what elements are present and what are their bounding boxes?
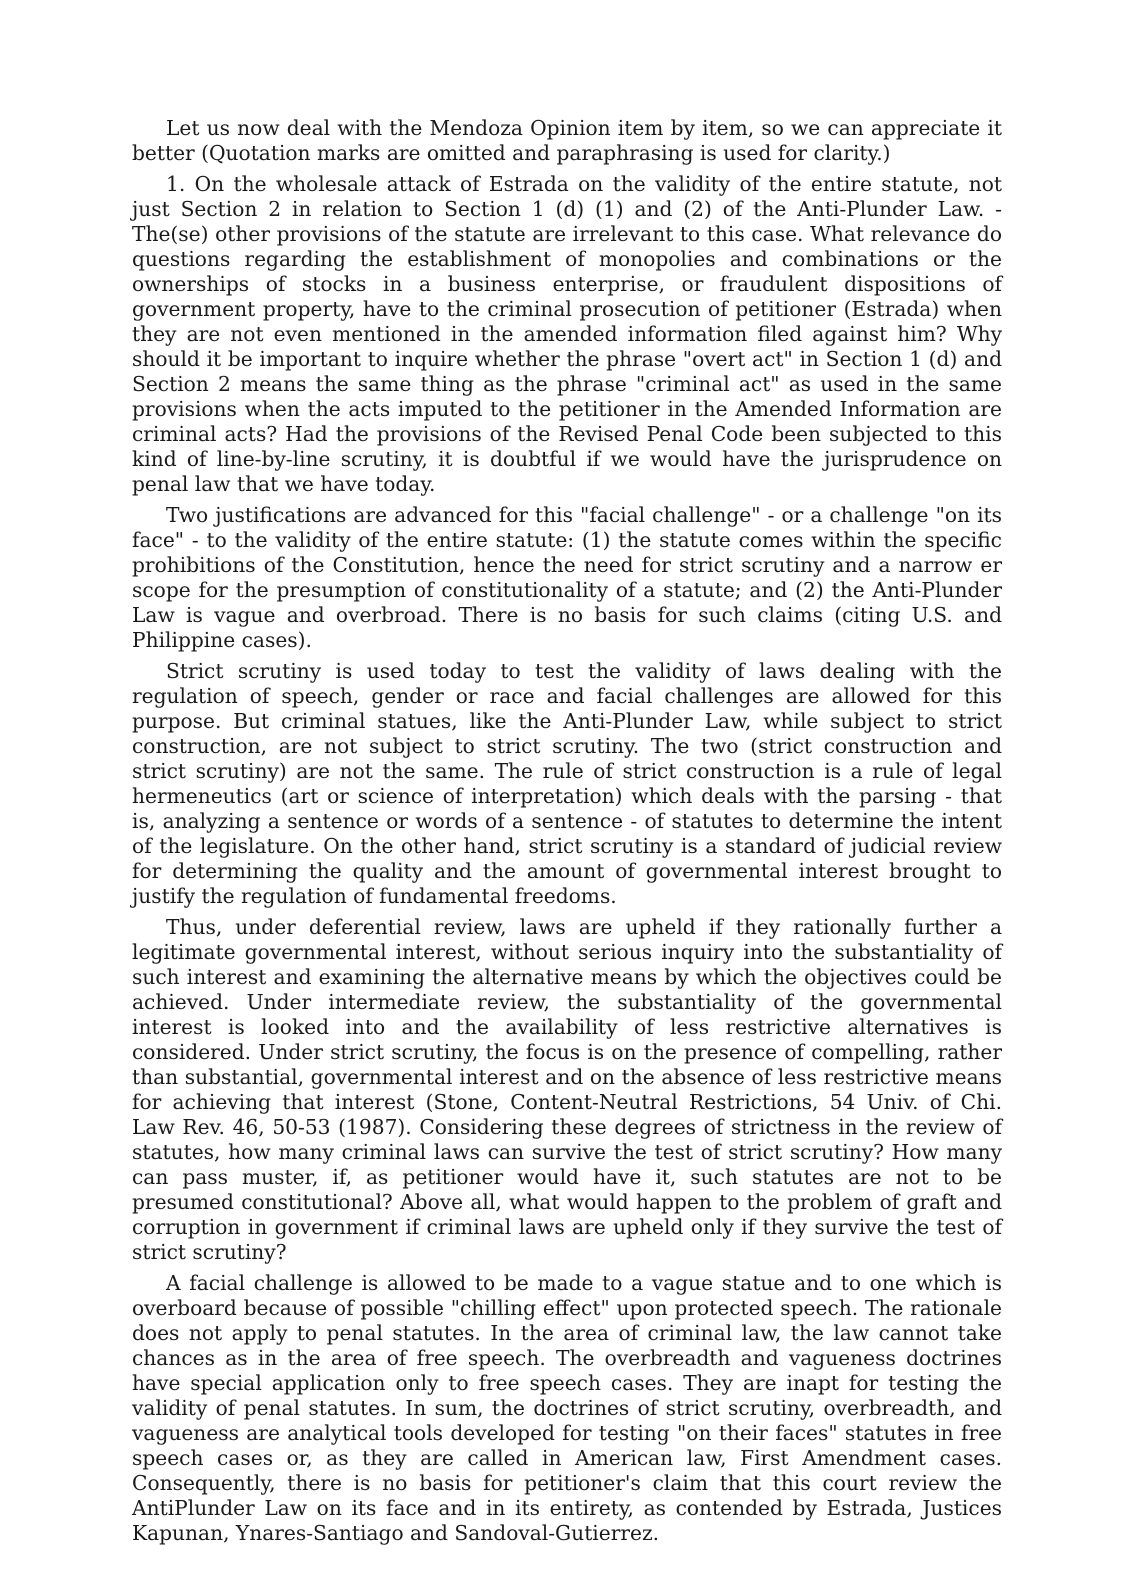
paragraph-item-1: 1. On the wholesale attack of Estrada on the validity of the entire statute, not just Section 2 in relation to Section 1 (d) (1) and (2) of the Anti-Plunder Law. - The(se) other provisions of the statute are irrelevant to this case. What relevance do questions regarding the establishment of monopolies and combinations or the ownerships of stocks in a business enterprise, or fraudulent dispositions of government property, have to the criminal prosecution of petitioner (Estrada) when they are not even mentioned in the amended information filed against him? Why should it be important to inquire whether the phrase "overt act" in Section 1 (d) and Section 2 means the same thing as the phrase "criminal act" as used in the same provisions when the acts imputed to the petitioner in the Amended Information are criminal acts? Had the provisions of the Revised Penal Code been subjected to this kind of line-by-line scrutiny, it is doubtful if we would have the jurisprudence on penal law that we have today. [132,172,1002,496]
paragraph-strict-scrutiny: Strict scrutiny is used today to test the validity of laws dealing with the regulation of speech, gender or race and facial challenges are allowed for this purpose. But criminal statues, like the Anti-Plunder Law, while subject to strict construction, are not subject to strict scrutiny. The two (strict construction and strict scrutiny) are not the same. The rule of strict construction is a rule of legal hermeneutics (art or science of interpretation) which deals with the parsing - that is, analyzing a sentence or words of a sentence - of statutes to determine the intent of the legislature. On the other hand, strict scrutiny is a standard of judicial review for determining the quality and the amount of governmental interest brought to justify the regulation of fundamental freedoms. [132,659,1002,908]
paragraph-review-standards: Thus, under deferential review, laws are upheld if they rationally further a legitimate governmental interest, without serious inquiry into the substantiality of such interest and examining the alternative means by which the objectives could be achieved. Under intermediate review, the substantiality of the governmental interest is looked into and the availability of less restrictive alternatives is considered. Under strict scrutiny, the focus is on the presence of compelling, rather than substantial, governmental interest and on the absence of less restrictive means for achieving that interest (Stone, Content-Neutral Restrictions, 54 Univ. of Chi. Law Rev. 46, 50-53 (1987). Considering these degrees of strictness in the review of statutes, how many criminal laws can survive the test of strict scrutiny? How many can pass muster, if, as petitioner would have it, such statutes are not to be presumed constitutional? Above all, what would happen to the problem of graft and corruption in government if criminal laws are upheld only if they survive the test of strict scrutiny? [132,915,1002,1264]
paragraph-intro: Let us now deal with the Mendoza Opinion item by item, so we can appreciate it better (Quotation marks are omitted and paraphrasing is used for clarity.) [132,116,1002,165]
document-page [132,116,1002,1552]
paragraph-facial-challenge-rationale: A facial challenge is allowed to be made to a vague statue and to one which is overboard because of possible "chilling effect" upon protected speech. The rationale does not apply to penal statutes. In the area of criminal law, the law cannot take chances as in the area of free speech. The overbreadth and vagueness doctrines have special application only to free speech cases. They are inapt for testing the validity of penal statutes. In sum, the doctrines of strict scrutiny, overbreadth, and vagueness are analytical tools developed for testing "on their faces" statutes in free speech cases or, as they are called in American law, First Amendment cases. Consequently, there is no basis for petitioner's claim that this court review the AntiPlunder Law on its face and in its entirety, as contended by Estrada, Justices Kapunan, Ynares-Santiago and Sandoval-Gutierrez. [132,1271,1002,1545]
paragraph-facial-challenge-justifications: Two justifications are advanced for this "facial challenge" - or a challenge "on its face" - to the validity of the entire statute: (1) the statute comes within the specific prohibitions of the Constitution, hence the need for strict scrutiny and a narrow er scope for the presumption of constitutionality of a statute; and (2) the Anti-Plunder Law is vague and overbroad. There is no basis for such claims (citing U.S. and Philippine cases). [132,503,1002,652]
